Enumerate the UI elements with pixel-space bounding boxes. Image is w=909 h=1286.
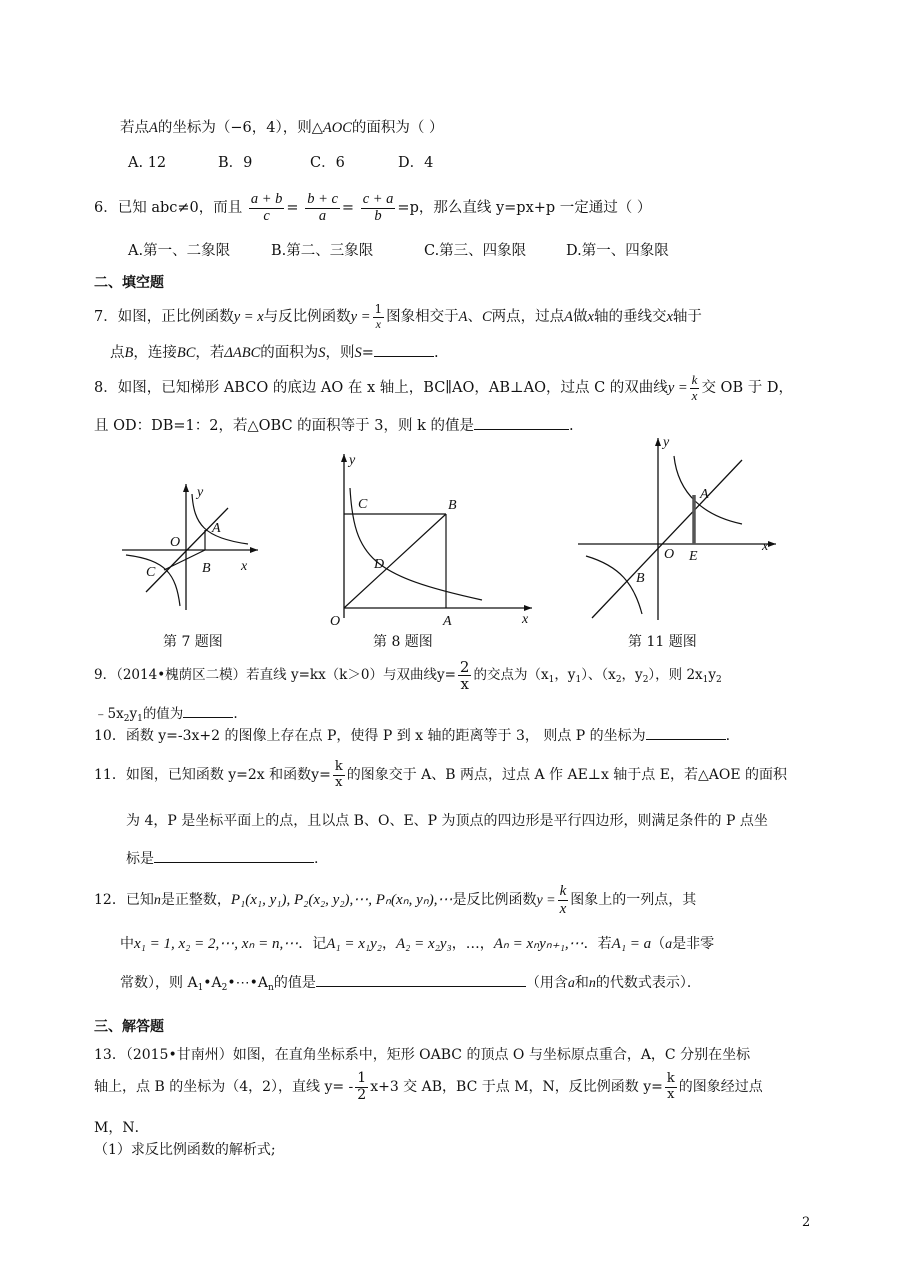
fig11-label-A: A [700,487,709,502]
q13-line1: 13．（2015•甘南州）如图，在直角坐标系中，矩形 OABC 的顶点 O 与坐标原点重合，A，C 分别在坐标 [94,1047,751,1063]
fig7-label-C: C [146,565,156,580]
fig11-y-arrow [655,438,661,446]
fig8-label-x: x [522,612,529,627]
fig11-label-E: E [689,549,698,564]
fig11-x-arrow [768,541,776,547]
q6-option-d: D.第一、四象限 [566,243,669,259]
q6-option-c: C.第三、四象限 [424,243,527,259]
fig7-y-arrow [183,484,189,492]
page-number: 2 [802,1215,811,1230]
fig7-label-x: x [241,559,248,574]
fig11-label-B: B [636,571,645,586]
q8-line1: 8．如图，已知梯形 ABCO 的底边 AO 在 x 轴上，BC∥AO，AB⊥AO，过点 C 的双曲线y = $\frac{k}{x}$ 交 OB 于 D， [94,372,793,403]
fig8-label-D: D [374,557,385,572]
q11-line3: 标是 . [126,848,318,869]
fig7-label-A: A [212,521,221,536]
fig7-label-B: B [202,561,211,576]
q5-option-d: D．4 [398,155,434,171]
fig8-label-B: B [448,498,457,513]
q11-line1: 11．如图，已知函数 y=2x 和函数y= $\frac{k}{x}$ 的图象交于 A、B 两点，过点 A 作 AE⊥x 轴于点 E，若△AOE 的面积 [94,759,787,790]
q11-answer-blank[interactable] [154,848,314,863]
q12-line3: 常数），则 $A_1•A_2•\cdots•A_n$的值是 （用含a和n的代数式表示）． [120,972,701,998]
q10-answer-blank[interactable] [646,725,726,740]
fig8-hyperbola [350,488,482,600]
figure-8-caption: 第 8 题图 [373,634,433,650]
q8-line2: 且 OD：DB=1：2，若△OBC 的面积等于 3，则 k 的值是 . [94,415,574,436]
q9-line2: $﹣5x_2y_1$的值为 . [94,703,238,729]
figure-7 [118,480,263,612]
fig7-x-arrow [250,547,258,553]
fig7-hyperbola-q3 [126,555,180,606]
q10-line: 10．函数 y=-3x+2 的图像上存在点 P，使得 P 到 x 轴的距离等于 3， 则点 P 的坐标为 . [94,725,730,746]
q12-answer-blank[interactable] [316,972,526,987]
fig11-label-y: y [663,435,670,450]
fig7-label-O: O [170,535,181,550]
figure-7-caption: 第 7 题图 [163,634,223,650]
q13-line3: M，N． [94,1120,149,1136]
q6-stem: 6．已知 abc≠0，而且 $\frac{a + b}{c}$ = $\frac{b + c}{a}$ = $\frac{c + a}{b}$ =p，那么直线 y=px+p 一定通过（ ） [94,190,652,224]
q7-line1: 7．如图，正比例函数y = x与反比例函数y = $\frac{1}{x}$ 图象相交于A、C两点，过点A做x轴的垂线交x轴于 [94,302,702,331]
figure-8 [322,448,537,628]
fig8-label-O: O [330,614,341,628]
fig8-label-C: C [358,497,368,512]
q11-line2: 为 4，P 是坐标平面上的点，且以点 B、O、E、P 为顶点的四边形是平行四边形，则满足条件的 P 点坐 [126,813,768,829]
fig8-label-y: y [349,453,356,468]
q13-part1: （1）求反比例函数的解析式; [94,1142,276,1158]
fig11-hyperbola-q3 [586,556,642,614]
q5-line: 若点A的坐标为（−6，4），则△AOC的面积为（ ） [120,120,444,136]
q5-option-a: A. 12 [128,155,167,171]
section-answer-title: 三、解答题 [94,1019,164,1035]
fig11-label-x: x [762,539,769,554]
q5-option-c: C．6 [310,155,345,171]
q12-line1: 12．已知n是正整数，P₁(x₁, y₁), P₂(x₂, y₂),⋯, Pₙ(xₙ, yₙ),⋯是反比例函数y = $\frac{k}{x}$ 图象上的一列点，其 [94,883,697,917]
fig11-label-O: O [664,547,675,562]
section-fill-blank-title: 二、填空题 [94,275,164,291]
q7-answer-blank[interactable] [374,342,434,357]
q9-line1: 9．（2014•槐荫区二模）若直线 y=kx（k＞0）与双曲线y= $\frac{2}{x}$ 的交点为（$x_1$，$y_1$）、（$x_2$，$y_2$），则 $2x_1y_2$ [94,657,722,693]
q8-answer-blank[interactable] [474,415,569,430]
fig8-diagonal-OB [344,514,446,608]
q5-option-b: B．9 [218,155,253,171]
fig8-x-arrow [524,605,532,611]
fig11-line-y-eq-2x [592,460,742,618]
figure-11-caption: 第 11 题图 [628,634,697,650]
fig8-y-arrow [341,454,347,462]
q6-option-b: B.第二、三象限 [271,243,374,259]
fig8-label-A: A [443,614,452,628]
q7-line2: 点B，连接BC，若ΔABC的面积为S，则S= . [110,342,439,363]
q13-line2: 轴上，点 B 的坐标为（4，2），直线 y= - $\frac{1}{2}$ x+3 交 AB，BC 于点 M，N，反比例函数 y= $\frac{k}{x}$ 的图象经过点 [94,1070,763,1103]
figure-11 [576,432,780,622]
q9-answer-blank[interactable] [183,703,233,718]
q12-line2: 中x₁ = 1, x₂ = 2,⋯, xₙ = n,⋯．记A₁ = x₁y₂，A₂ = x₂y₃，…，Aₙ = xₙyₙ₊₁,⋯．若A₁ = a（a是非零 [120,936,715,952]
fig7-label-y: y [197,485,204,500]
q6-option-a: A.第一、二象限 [128,243,231,259]
